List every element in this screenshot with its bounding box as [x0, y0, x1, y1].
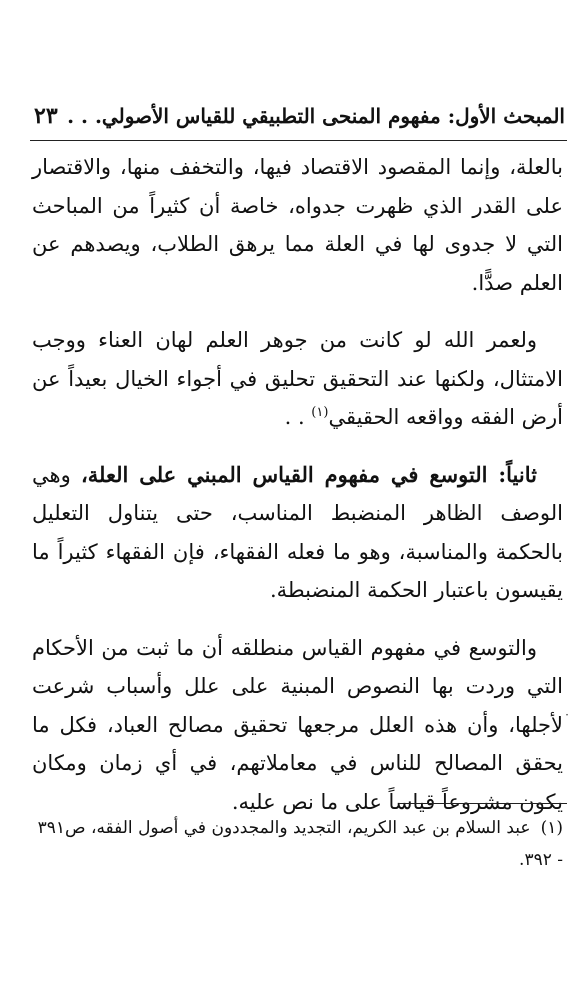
footnote-mark: (١) [540, 818, 563, 838]
margin-mark: · [565, 708, 569, 722]
paragraph-2-tail: . . [284, 405, 312, 429]
paragraph-2-text: ولعمر الله لو كانت من جوهر العلم لهان العناء ووجب الامتثال، ولكنها عند التحقيق تحليق في أجواء الخيال بعيداً عن أرض الفقه وواقعه الحقيقي [32, 328, 563, 429]
footnote [32, 812, 563, 876]
footnote-text: عبد السلام بن عبد الكريم، التجديد والمجددون في أصول الفقه، ص٣٩١ - ٣٩٢. [37, 818, 563, 870]
body-text [32, 148, 563, 840]
footnote-rule [399, 803, 567, 804]
running-header [30, 96, 567, 136]
paragraph-1-text: بالعلة، وإنما المقصود الاقتصاد فيها، والتخفف منها، والاقتصار على القدر الذي ظهرت جدواه، خاصة أن كثيراً من المباحث التي لا جدوى لها في العلة مما يرهق الطلاب، ويصدهم عن العلم صدًّا. [32, 155, 563, 295]
paragraph-3-lead: ثانياً: التوسع في مفهوم القياس المبني على العلة، [80, 461, 537, 487]
header-rule [30, 140, 567, 141]
paragraph-3 [32, 456, 563, 610]
paragraph-1 [32, 148, 563, 302]
paragraph-3-text: وهي الوصف الظاهر المنضبط المناسب، حتى يتناول التعليل بالحكمة والمناسبة، وهو ما فعله الفقهاء، فإن الفقهاء كثيراً ما يقيسون باعتبار الحكمة المنضبطة. [32, 462, 563, 602]
footnote-reference[interactable]: (١) [311, 405, 329, 420]
paragraph-4-text: والتوسع في مفهوم القياس منطلقه أن ما ثبت من الأحكام التي وردت بها النصوص المبنية على علل وأسباب شرعت لأجلها، وأن هذه العلل مرجعها تحقيق مصالح العباد، فكل ما يحقق المصالح للناس في معاملاتهم، في أي زمان ومكان يكون مشروعاً قياساً على ما نص عليه. [32, 635, 563, 814]
page-number: ٢٣ [34, 103, 58, 129]
running-header-title: المبحث الأول: مفهوم المنحى التطبيقي للقياس الأصولي. . . [67, 104, 565, 128]
paragraph-4 [32, 629, 563, 822]
paragraph-2 [32, 321, 563, 437]
